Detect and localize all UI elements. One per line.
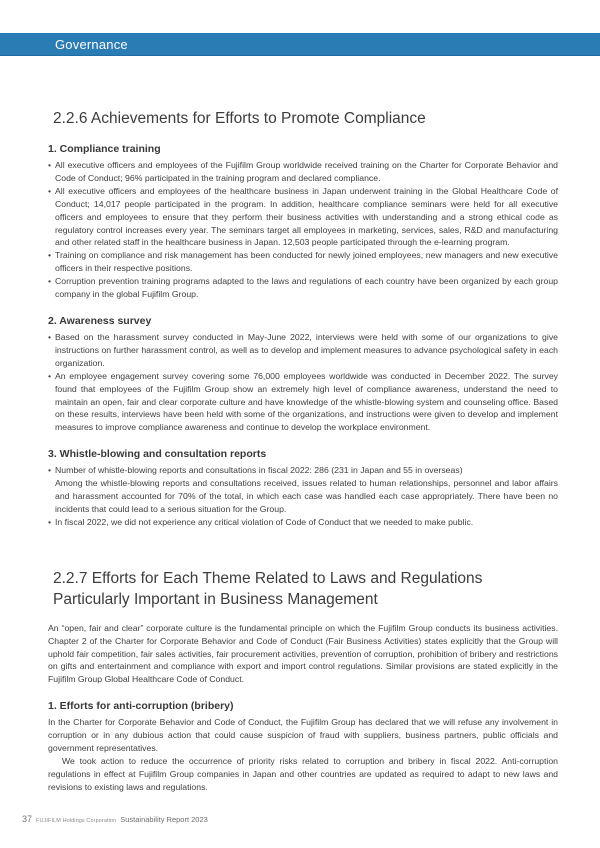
footer-company-name: FUJIFILM Holdings Corporation — [36, 818, 117, 824]
anti-corruption-paragraph: In the Charter for Corporate Behavior and Code of Conduct, the Fujifilm Group has declared that we will refuse any involvement in corruption or in any dubious action that could cause suspicion of fraud with suppliers, business partners, public officials and government representatives. — [48, 717, 558, 754]
compliance-training-heading: 1. Compliance training — [48, 143, 161, 155]
page-footer — [22, 814, 208, 824]
bullet-item: • Number of whistle-blowing reports and consultations in fiscal 2022: 286 (231 in Japan and 55 in overseas) — [48, 464, 558, 477]
anti-corruption-heading: 1. Efforts for anti-corruption (bribery) — [48, 700, 234, 713]
bullet-item: • All executive officers and employees of the healthcare business in Japan underwent training in the Global Healthcare Code of Conduct; 14,017 people participated in the program. In addition, healthcare compliance seminars were held for all executive officers and employees to ensure that they perform their business activities with understanding and a strong ethical code as regulatory control increases every year. The seminars target all employees in marketing, services, sales, R&D and manufacturing and other related staff in the healthcare business in Japan. 12,503 people participated through the e-learning program. — [48, 185, 558, 250]
footer-report-title: Sustainability Report 2023 — [120, 815, 208, 824]
anti-corruption-paragraph: We took action to reduce the occurrence of priority risks related to corruption and bribery in fiscal 2022. Anti-corruption regulations in effect at Fujifilm Group companies in Japan and other countries are updated as required to adapt to new laws and revisions to existing laws and regulations. — [48, 756, 558, 792]
page-number: 37 — [22, 814, 33, 824]
bullet-item: • An employee engagement survey covering some 76,000 employees worldwide was conducted in December 2022. The survey found that employees of the Fujifilm Group show an extremely high level of compliance awareness, understand the need to maintain an open, fair and clear corporate culture and have knowledge of the whistle-blowing system and counseling office. Based on these results, interviews have been held with some of the organizations, and instructions were given to develop and implement measures to improve compliance awareness and continue to develop the workplace environment. — [48, 370, 558, 435]
section-2-2-6-title: 2.2.6 Achievements for Efforts to Promote Compliance — [53, 110, 426, 127]
governance-label: Governance — [55, 36, 128, 52]
bullet-item: • In fiscal 2022, we did not experience any critical violation of Code of Conduct that we needed to make public. — [48, 516, 558, 529]
awareness-survey-heading: 2. Awareness survey — [48, 314, 152, 327]
whistle-blowing-bullet-list — [48, 464, 558, 477]
section-2-2-7-title: 2.2.7 Efforts for Each Theme Related to Laws and Regulations Particularly Important in Business Management — [53, 569, 483, 608]
whistle-blowing-bullet-list — [48, 516, 558, 529]
bullet-item: • Based on the harassment survey conducted in May-June 2022, interviews were held with some of our organizations to give instructions on further harassment control, as well as to develop and implement measures to advance psychological safety in each organization. — [48, 331, 558, 370]
bullet-item: • Corruption prevention training programs adapted to the laws and regulations of each country have been organized by each group company in the global Fujifilm Group. — [48, 275, 558, 301]
bullet-item: • All executive officers and employees of the Fujifilm Group worldwide received training on the Charter for Corporate Behavior and Code of Conduct; 96% participated in the training program and declared compliance. — [48, 159, 558, 185]
page-content — [0, 108, 600, 794]
whistle-blowing-heading: 3. Whistle-blowing and consultation reports — [48, 448, 267, 461]
awareness-survey-bullet-list — [48, 331, 558, 434]
compliance-training-bullet-list — [48, 159, 558, 301]
section-2-2-7-intro: An “open, fair and clear” corporate culture is the fundamental principle on which the Fujifilm Group conducts its business activities. Chapter 2 of the Charter for Corporate Behavior and Code of Conduct (Fair Business Activities) states explicitly that the Group will uphold fair competition, fair sales activities, fair procurement activities, prevention of corruption, prohibition of bribery and restrictions on gifts and entertainment and compliance with export and import control regulations. Similar provisions are stated explicitly in the Fujifilm Group Global Healthcare Code of Conduct. — [48, 622, 558, 685]
bullet-item: • Training on compliance and risk management has been conducted for newly joined employees, new managers and new executive officers in their respective positions. — [48, 249, 558, 275]
governance-header-bar — [0, 33, 600, 56]
whistle-blowing-continuation: Among the whistle-blowing reports and consultations received, issues related to human relationships, personnel and labor affairs and harassment accounted for 70% of the total, in which each case was handled each case appropriately. There have been no incidents that could lead to a serious situation for the Group. — [55, 478, 558, 514]
